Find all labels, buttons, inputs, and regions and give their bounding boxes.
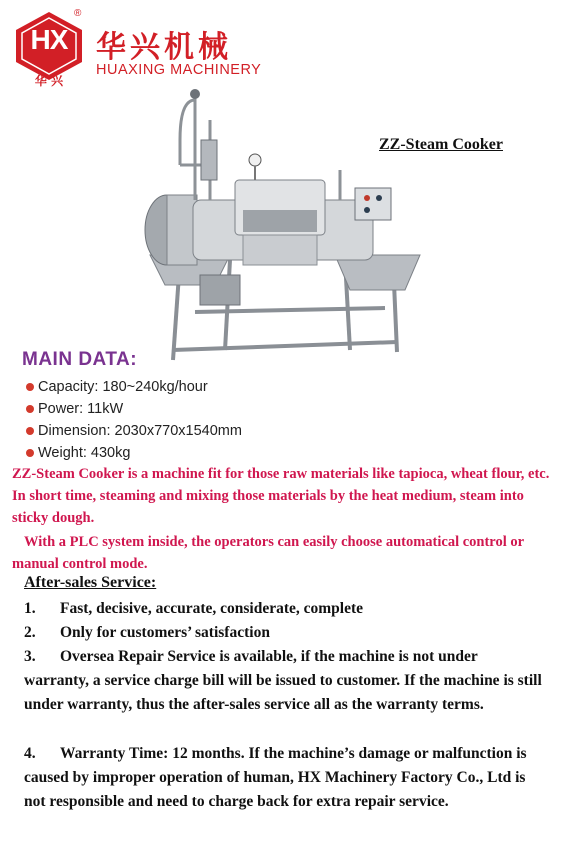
product-title: ZZ-Steam Cooker — [379, 136, 503, 153]
spec-dimension: Dimension: 2030x770x1540mm — [38, 423, 242, 439]
company-logo — [12, 10, 86, 88]
spec-power: Power: 11kW — [38, 401, 124, 417]
item-text: Oversea Repair Service is available, if the machine is not under warranty, a service charge bill will be issued to customer. If the machine is still under warranty, thus the after-sales service all as the warranty terms. — [24, 648, 542, 713]
logo-chinese: 华 兴 — [34, 74, 64, 88]
item-text: Fast, decisive, accurate, considerate, complete — [60, 600, 364, 617]
item-number: 1. — [24, 600, 36, 617]
brand-name-chinese: 华兴机械 — [96, 30, 232, 65]
spec-item — [26, 442, 242, 464]
spec-weight: Weight: 430kg — [38, 445, 131, 461]
item-text: Warranty Time: 12 months. If the machine’s damage or malfunction is caused by improper operation of human, HX Machinery Factory Co., Ltd is not responsible and need to charge back for extra repair service. — [24, 745, 527, 810]
item-number: 4. — [24, 745, 36, 762]
steam-cooker-image — [135, 80, 435, 370]
spec-capacity: Capacity: 180~240kg/hour — [38, 379, 208, 395]
item-number: 2. — [24, 624, 36, 641]
after-sales-heading: After-sales Service: — [24, 574, 157, 591]
plc-paragraph: With a PLC system inside, the operators can easily choose automatical control or manual control mode. — [12, 534, 524, 572]
bullet-dot-icon — [26, 383, 34, 391]
spec-item — [26, 420, 242, 442]
after-sales-item — [24, 645, 544, 717]
after-sales-item — [24, 597, 544, 621]
spec-item — [26, 398, 242, 420]
description-paragraph: ZZ-Steam Cooker is a machine fit for those raw materials like tapioca, wheat flour, etc. In short time, steaming and mixing those materials by the heat medium, steam into sticky dough. — [12, 466, 550, 526]
bullet-dot-icon — [26, 449, 34, 457]
item-number: 3. — [24, 648, 36, 665]
brand-name-english: HUAXING MACHINERY — [96, 62, 262, 78]
bullet-dot-icon — [26, 405, 34, 413]
bullet-dot-icon — [26, 427, 34, 435]
logo-letters: HX — [30, 24, 68, 55]
after-sales-item — [24, 621, 544, 645]
item-text: Only for customers’ satisfaction — [60, 624, 270, 641]
spec-list — [26, 376, 242, 464]
after-sales-item — [24, 742, 544, 814]
main-data-heading: MAIN DATA: — [22, 349, 138, 370]
registered-mark: ® — [74, 8, 82, 19]
spec-item — [26, 376, 242, 398]
